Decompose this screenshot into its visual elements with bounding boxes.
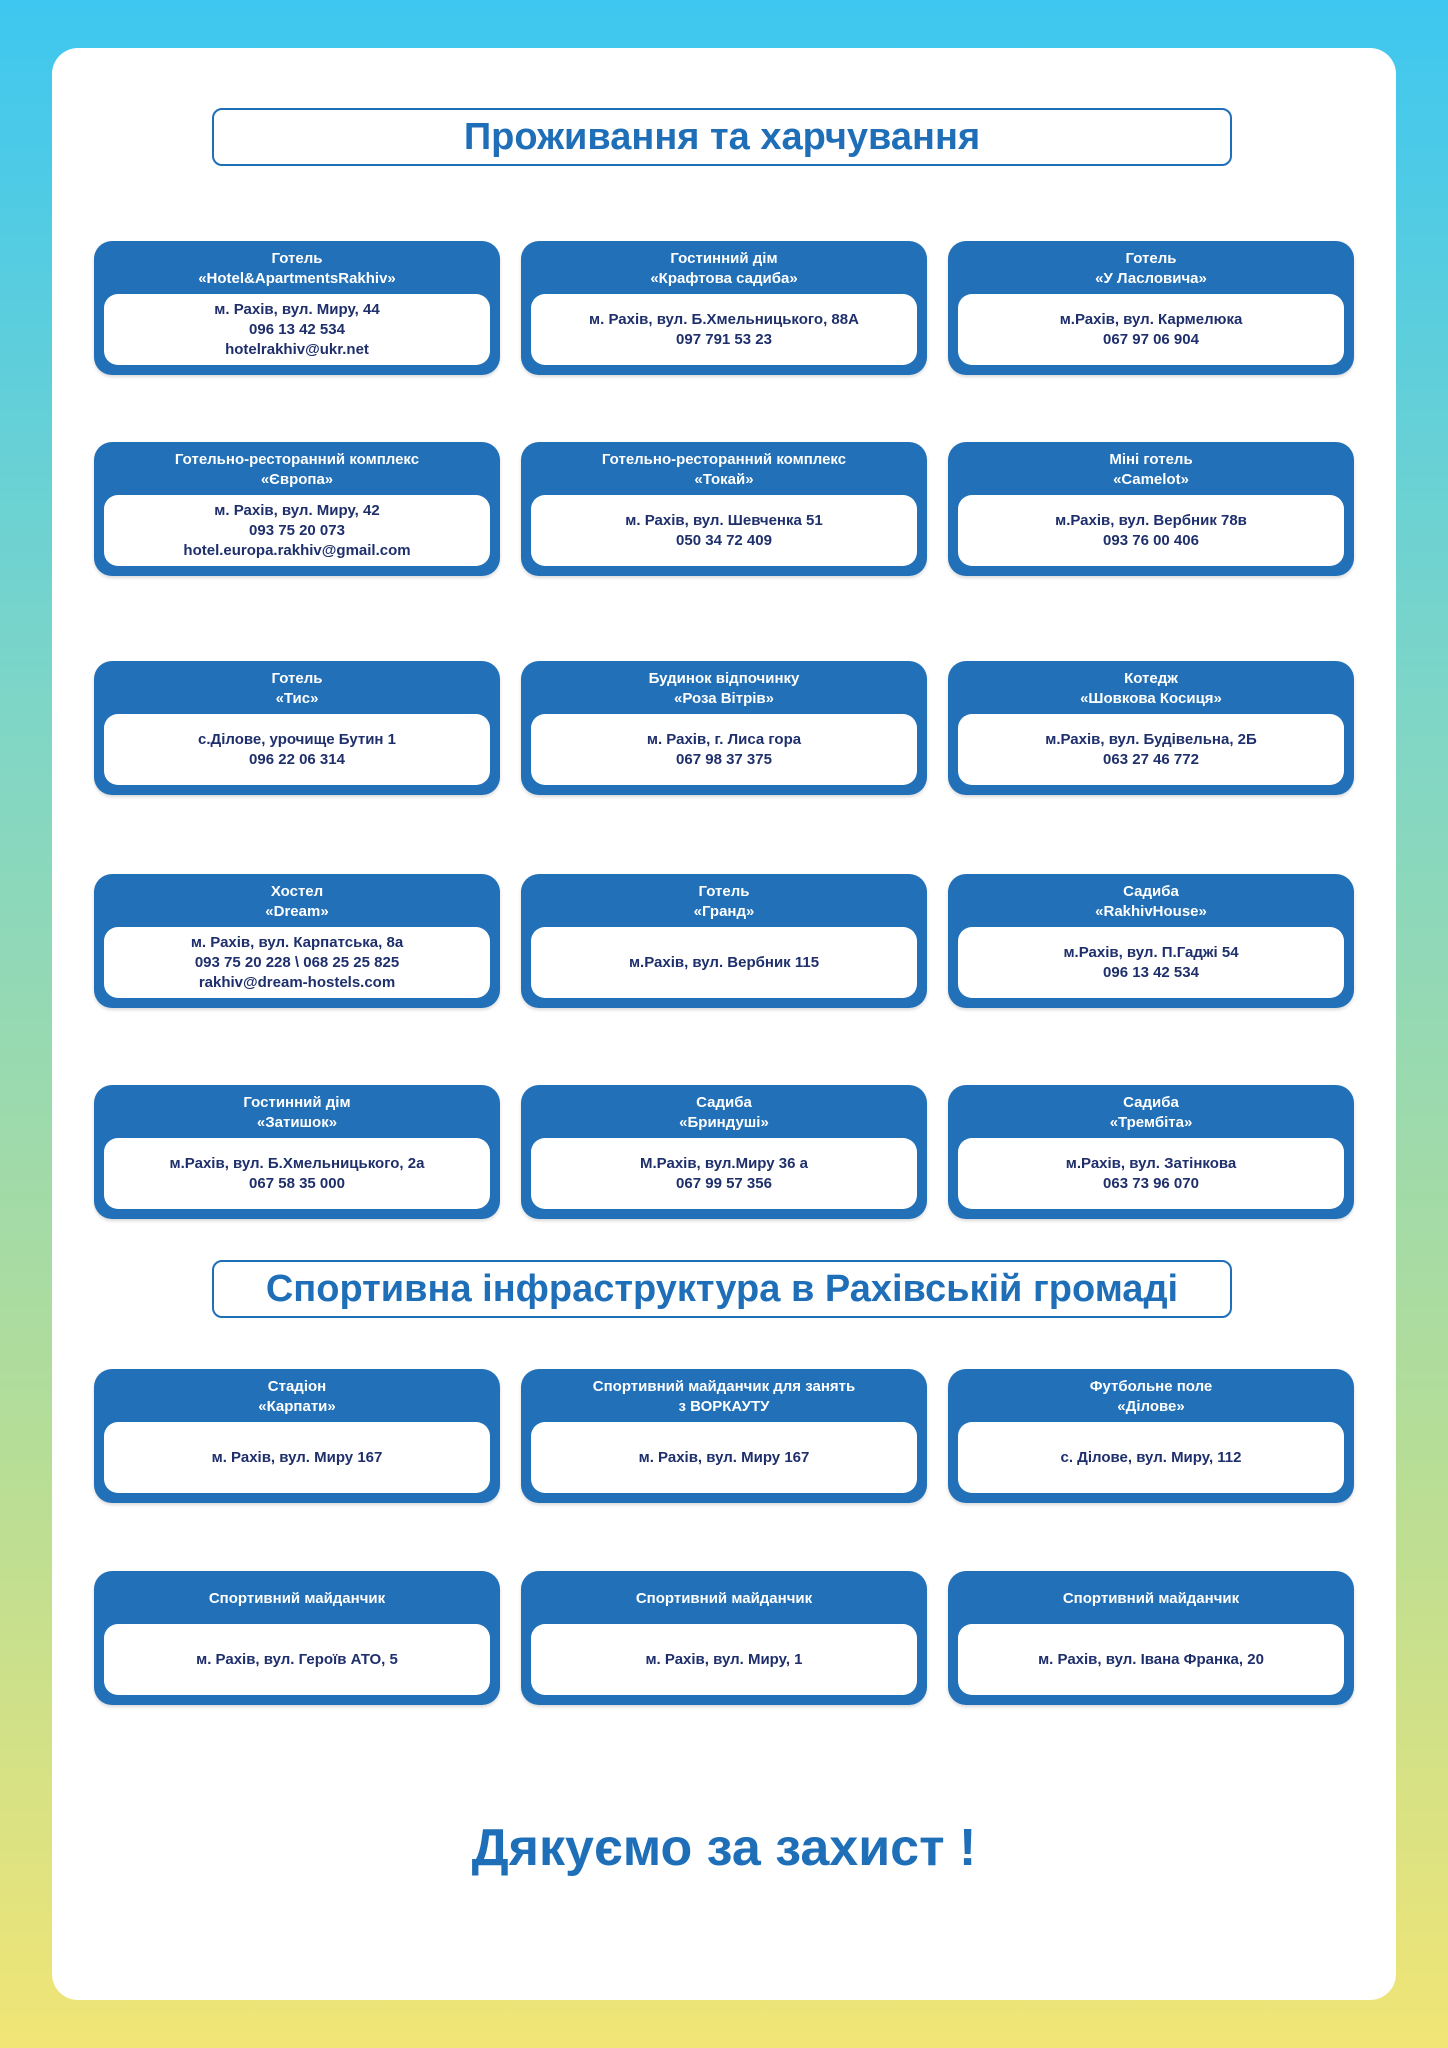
card-details (531, 1624, 917, 1695)
card-name: «Шовкова Косиця» (1080, 690, 1222, 707)
card-name: «Затишок» (256, 1114, 338, 1131)
card-header (94, 1374, 500, 1420)
accommodation-card (948, 241, 1354, 375)
accommodation-card (521, 241, 927, 375)
card-name: з ВОРКАУТУ (678, 1398, 770, 1415)
card-name: «Гранд» (693, 903, 755, 920)
card-details (531, 927, 917, 998)
card-header (94, 246, 500, 292)
card-address: м. Рахів, вул. Б.Хмельницького, 88А (589, 310, 859, 328)
card-address: м. Рахів, вул. Миру, 1 (645, 1650, 803, 1668)
card-details (531, 495, 917, 566)
card-phone: 096 13 42 534 (249, 320, 345, 338)
card-type: Футбольне поле (1089, 1378, 1213, 1395)
card-header (94, 666, 500, 712)
thanks-message: Дякуємо за захист ! (471, 1819, 977, 1877)
card-type: Садиба (696, 1094, 752, 1111)
card-details (958, 1422, 1344, 1493)
sports-card (521, 1571, 927, 1705)
card-header (948, 1576, 1354, 1622)
accommodation-card (94, 874, 500, 1008)
card-phone: 093 75 20 073 (249, 521, 345, 539)
card-details (104, 495, 490, 566)
card-address: м.Рахів, вул. Будівельна, 2Б (1045, 730, 1257, 748)
card-header (94, 879, 500, 925)
card-address: м. Рахів, г. Лиса гора (646, 730, 802, 748)
card-address: М.Рахів, вул.Миру 36 а (640, 1154, 808, 1172)
sports-card (94, 1571, 500, 1705)
accommodation-card (94, 442, 500, 576)
card-address: м. Рахів, вул. Миру 167 (211, 1448, 383, 1466)
card-type: Міні готель (1109, 451, 1193, 468)
card-address: м. Рахів, вул. Героїв АТО, 5 (196, 1650, 398, 1668)
card-type: Спортивний майданчик (1062, 1590, 1240, 1607)
card-name: «У Ласловича» (1095, 270, 1207, 287)
card-header (948, 879, 1354, 925)
card-phone: 067 98 37 375 (676, 750, 772, 768)
card-details (958, 714, 1344, 785)
card-type: Спортивний майданчик для занять (592, 1378, 856, 1395)
card-address: м. Рахів, вул. Миру 167 (638, 1448, 810, 1466)
card-header (521, 246, 927, 292)
sports-card (521, 1369, 927, 1503)
card-details (104, 714, 490, 785)
card-header (948, 1374, 1354, 1420)
accommodation-card (94, 241, 500, 375)
card-name: «Camelot» (1113, 471, 1189, 488)
card-name: «Токай» (694, 471, 754, 488)
accommodation-card (521, 661, 927, 795)
card-type: Садиба (1123, 1094, 1179, 1111)
card-phone: 096 13 42 534 (1103, 963, 1199, 981)
card-name: «Hotel&ApartmentsRakhiv» (198, 270, 396, 287)
card-header (521, 1374, 927, 1420)
card-address: м. Рахів, вул. Івана Франка, 20 (1038, 1650, 1264, 1668)
sports-card (948, 1369, 1354, 1503)
sports-card (94, 1369, 500, 1503)
card-details (531, 1138, 917, 1209)
accommodation-card (521, 1085, 927, 1219)
card-name: «Ділове» (1117, 1398, 1185, 1415)
card-type: Хостел (270, 883, 324, 900)
card-type: Гостинний дім (670, 250, 778, 267)
card-type: Спортивний майданчик (635, 1590, 813, 1607)
card-header (521, 879, 927, 925)
card-name: «Роза Вітрів» (674, 690, 774, 707)
accommodation-card (948, 874, 1354, 1008)
card-name: «Крафтова садиба» (650, 270, 798, 287)
card-header (521, 1090, 927, 1136)
card-address: с.Ділове, урочище Бутин 1 (198, 730, 396, 748)
accommodation-card (94, 1085, 500, 1219)
card-type: Стадіон (267, 1378, 327, 1395)
card-name: «Карпати» (258, 1398, 336, 1415)
card-email: hotelrakhiv@ukr.net (225, 340, 369, 358)
card-address: м. Рахів, вул. Миру, 44 (214, 300, 380, 318)
card-type: Гостинний дім (243, 1094, 351, 1111)
card-header (521, 447, 927, 493)
card-header (521, 1576, 927, 1622)
accommodation-card (521, 874, 927, 1008)
card-type: Готель (1125, 250, 1177, 267)
card-name: «Трембіта» (1109, 1114, 1193, 1131)
card-phone: 063 73 96 070 (1103, 1174, 1199, 1192)
card-details (958, 1138, 1344, 1209)
card-phone: 093 75 20 228 \ 068 25 25 825 (194, 953, 400, 971)
card-details (104, 927, 490, 998)
card-phone: 067 97 06 904 (1103, 330, 1199, 348)
card-address: м.Рахів, вул. Вербник 115 (628, 953, 820, 971)
accommodation-card (948, 1085, 1354, 1219)
card-header (521, 666, 927, 712)
card-header (948, 447, 1354, 493)
card-address: м. Рахів, вул. Миру, 42 (214, 501, 380, 519)
sports-card (948, 1571, 1354, 1705)
card-details (104, 294, 490, 365)
card-header (94, 1576, 500, 1622)
card-phone: 067 58 35 000 (249, 1174, 345, 1192)
card-address: м.Рахів, вул. Б.Хмельницького, 2а (169, 1154, 425, 1172)
card-name: «Бриндуші» (679, 1114, 769, 1131)
card-address: м.Рахів, вул. Кармелюка (1059, 310, 1243, 328)
card-email: rakhiv@dream-hostels.com (198, 973, 396, 991)
card-type: Готель (271, 670, 323, 687)
card-name: «Європа» (260, 471, 334, 488)
card-phone: 097 791 53 23 (676, 330, 772, 348)
card-details (104, 1138, 490, 1209)
card-type: Садиба (1123, 883, 1179, 900)
card-type: Спортивний майданчик (208, 1590, 386, 1607)
card-details (958, 927, 1344, 998)
card-name: «Тис» (275, 690, 319, 707)
card-details (531, 294, 917, 365)
card-details (104, 1624, 490, 1695)
card-details (958, 1624, 1344, 1695)
card-details (958, 294, 1344, 365)
card-address: м. Рахів, вул. Шевченка 51 (625, 511, 823, 529)
card-details (104, 1422, 490, 1493)
card-name: «RakhivHouse» (1095, 903, 1207, 920)
card-type: Котедж (1124, 670, 1178, 687)
card-name: «Dream» (265, 903, 329, 920)
card-email: hotel.europa.rakhiv@gmail.com (183, 541, 411, 559)
accommodation-title: Проживання та харчування (212, 108, 1232, 166)
card-phone: 063 27 46 772 (1103, 750, 1199, 768)
card-header (948, 1090, 1354, 1136)
card-address: м.Рахів, вул. Вербник 78в (1055, 511, 1247, 529)
card-address: м.Рахів, вул. П.Гаджі 54 (1063, 943, 1239, 961)
accommodation-card (521, 442, 927, 576)
card-phone: 067 99 57 356 (676, 1174, 772, 1192)
card-address: с. Ділове, вул. Миру, 112 (1060, 1448, 1242, 1466)
card-phone: 096 22 06 314 (249, 750, 345, 768)
card-details (958, 495, 1344, 566)
accommodation-card (948, 442, 1354, 576)
card-details (531, 1422, 917, 1493)
card-header (94, 447, 500, 493)
card-phone: 093 76 00 406 (1103, 531, 1199, 549)
card-type: Будинок відпочинку (648, 670, 800, 687)
card-details (531, 714, 917, 785)
sports-title: Спортивна інфраструктура в Рахівській громаді (212, 1260, 1232, 1318)
accommodation-card (94, 661, 500, 795)
card-type: Готель (698, 883, 750, 900)
card-address: м.Рахів, вул. Затінкова (1065, 1154, 1237, 1172)
card-header (948, 666, 1354, 712)
card-type: Готель (271, 250, 323, 267)
card-type: Готельно-ресторанний комплекс (174, 451, 420, 468)
card-phone: 050 34 72 409 (676, 531, 772, 549)
accommodation-card (948, 661, 1354, 795)
card-type: Готельно-ресторанний комплекс (601, 451, 847, 468)
card-header (94, 1090, 500, 1136)
card-address: м. Рахів, вул. Карпатська, 8а (190, 933, 404, 951)
card-header (948, 246, 1354, 292)
